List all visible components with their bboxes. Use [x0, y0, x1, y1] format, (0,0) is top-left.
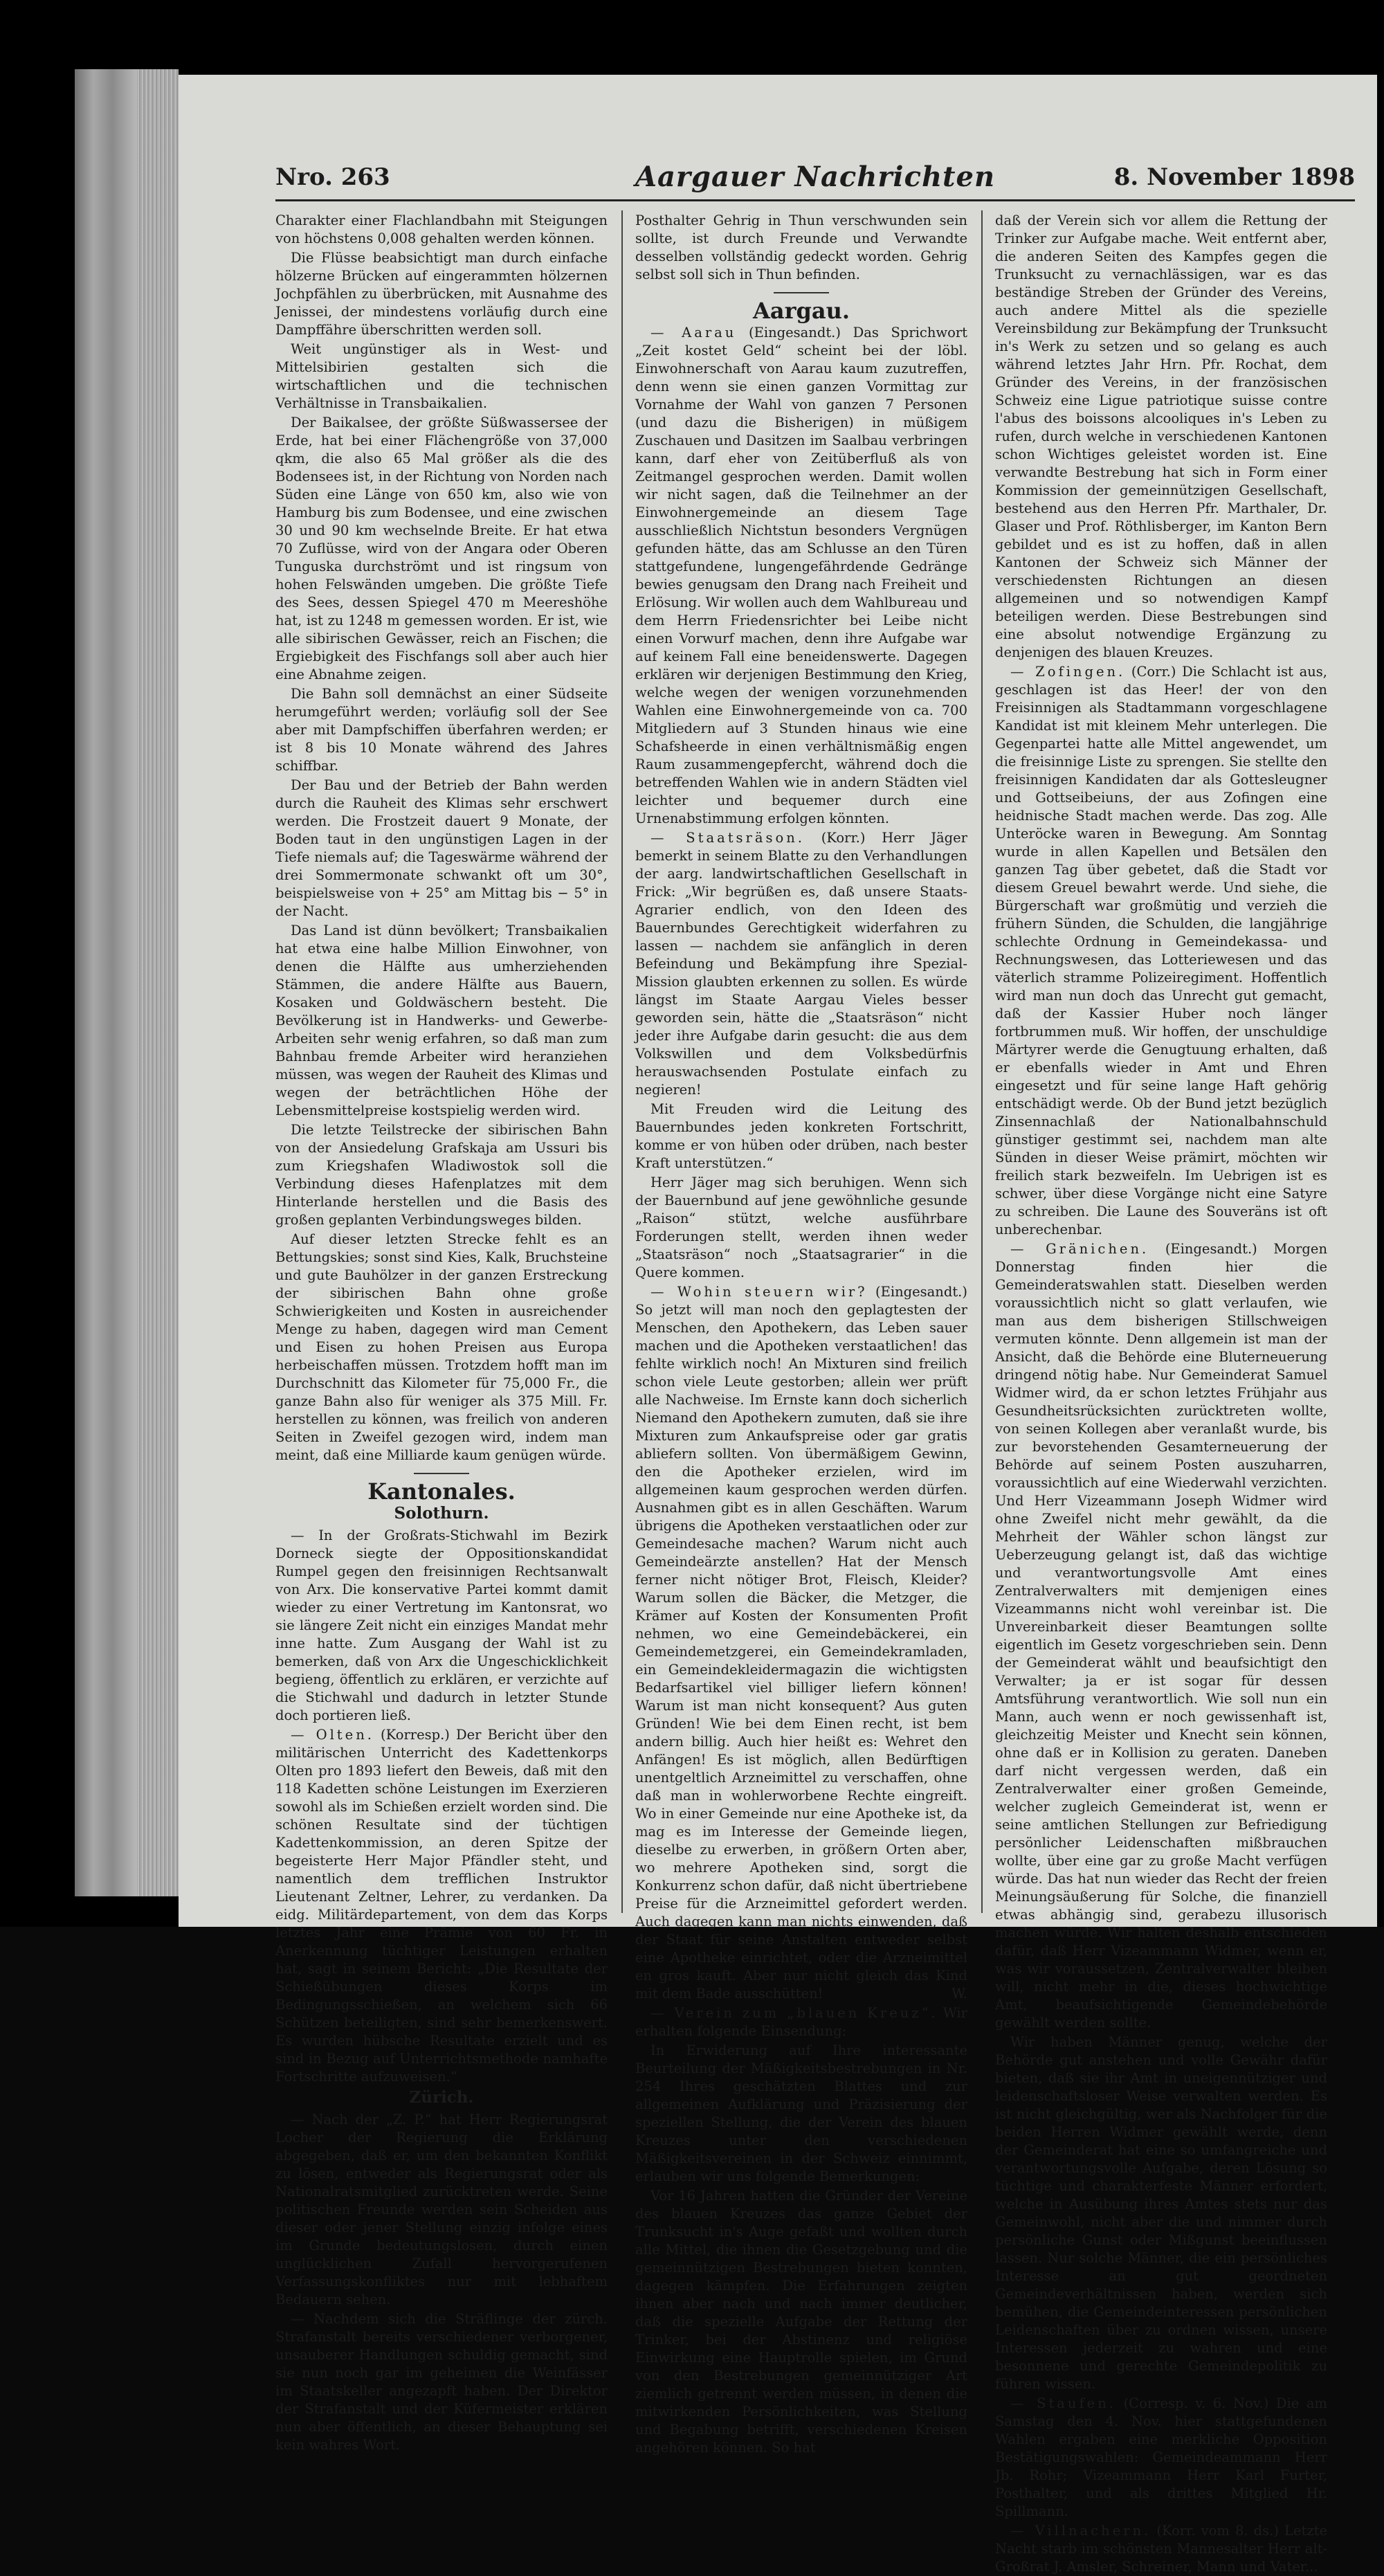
- paragraph: [995, 2522, 1327, 2576]
- dateline: — Zofingen.: [1010, 664, 1126, 680]
- paragraph: [275, 1726, 608, 2086]
- page-header: [275, 158, 1355, 201]
- paragraph-text: (Eingesandt.) So jetzt will man noch den geplagtesten der Menschen, den Apothekern, das Leben sauer machen und die Apotheken verstaatlichen! das fehlte wirklich noch! An Mixturen sind freilich schon viele Leute gestorben; allein wer prüft alle Nachweise. Im Ernste kann doch sicherlich Niemand den Apothekern zumuten, daß sie ihre Mixturen zum Ankaufspreise oder gar gratis abliefern sollten. Von übermäßigem Gewinn, den die Apotheker erzielen, wird im allgemeinen kaum gesprochen werden dürfen. Ausnahmen gibt es in allen Geschäften. Warum übrigens die Apotheken verstaatlichen oder zur Gemeindesache machen? Warum nicht auch Gemeindeärzte anstellen? Hat der Mensch ferner nicht nötiger Brot, Fleisch, Kleider? Warum sollen die Bäcker, die Metzger, die Krämer auf Kosten der Konsumenten Profit nehmen, wo eine Gemeindebäckerei, ein Gemeindemetzgerei, ein Gemeindekramladen, ein Gemeindekleidermagazin die wichtigsten Bedarfsartikel viel billiger liefern können! Warum ist man nicht konsequent? Aus guten Gründen! Wie bei dem Einen recht, ist bem andern billig. Auch hier heißt es: Wehret den Anfängen! Es ist möglich, allen Bedürftigen unentgeltlich Arzneimittel zu verschaffen, ohne daß man in wohlerworbene Rechte eingreift. Wo in einer Gemeinde nur eine Apotheke ist, da mag es im Interesse der Gemeinde liegen, dieselbe zu erwerben, in größern Orten aber, wo mehrere Apotheken sind, sorgt die Konkurrenz schon dafür, daß nicht übertriebene Preise für die Arzneimittel gefordert werden. Auch dagegen kann man nichts einwenden, daß der Staat für seine Anstalten entweder selbst eine Apotheke einrichtet, oder die Arzneimittel en gros kauft. Aber nur nicht gleich das Kind mit dem Bade ausschütten!: [635, 1284, 967, 2002]
- dateline: — Verein zum „blauen Kreuz“.: [650, 2005, 938, 2021]
- paragraph: [635, 2004, 967, 2040]
- column-divider: [981, 210, 983, 1913]
- paragraph-text: (Korresp.) Der Bericht über den militärischen Unterricht des Kadettenkorps Olten pro 1893 liefert den Beweis, daß mit den 118 Kadetten schöne Leistungen im Exerzieren sowohl als im Schießen erzielt worden sind. Die schönen Resultate sind der tüchtigen Kadettenkommission, an deren Spitze der begeisterte Herr Major Pfändler steht, und namentlich dem trefflichen Instruktor Lieutenant Zeltner, Lehrer, zu verdanken. Da eidg. Militärdepartement, von dem das Korps letztes Jahr eine Prämie von 60 Fr. in Anerkennung tüchtiger Leistungen erhalten hat, sagt in seinem Bericht: „Die Resultate der Schießübungen dieses Korps im Bedingungsschießen, an welchem sich 66 Schützen beteiligten, sind sehr bemerkenswert. Es wurden hübsche Resultate erzielt und es sind in Bezug auf Unterrichtsmethode namhafte Fortschritte aufzuweisen.“: [275, 1727, 608, 2085]
- subheading-solothurn: Solothurn.: [394, 1504, 489, 1523]
- masthead: Aargauer Nachrichten: [635, 161, 996, 193]
- dateline: — Staatsräson.: [650, 830, 805, 846]
- paragraph-text: (Corr.) Die Schlacht ist aus, geschlagen ist das Heer! der von den Freisinnigen als Stadtammann vorgeschlagene Kandidat ist mit kleinem Mehr unterlegen. Die Gegenpartei hatte alle Mittel angewendet, um die freisinnige Liste zu sprengen. Sie stellte den freisinnigen Kandidaten dar als Gottesleugner und Gottseibeiuns, der aus Zofingen eine heidnische Stadt machen werde. Das zog. Alle Unteröcke waren in Bewegung. Am Sonntag wurde in allen Kapellen und Betsälen den ganzen Tag über gebetet, daß die Stadt vor diesem Greuel bewahrt werde. Und siehe, die Bürgerschaft war großmütig und verzieh die frühern Sünden, die Schulden, die langjährige schlechte Ordnung in Gemeindekassa- und Rechnungswesen, das Lotteriewesen und das väterlich stramme Polizeiregiment. Hoffentlich wird man nun doch das Unrecht gut gemacht, daß der Kassier Huber noch länger fortbrummen muß. Wir hoffen, der unschuldige Märtyrer werde die Genugtuung erhalten, daß er ebenfalls wieder in Amt und Ehren eingesetzt und für seine lange Haft gehörig entschädigt werde. Ob der Bund jetzt bezüglich Zinsennachlaß der Nationalbahnschuld günstiger gestimmt sei, nachdem man alte Sünden in dieser Weise prämirt, möchten wir freilich stark bezweifeln. Im Uebrigen ist es schwer, über diese Vorgänge nicht eine Satyre zu schreiben. Die Laune des Souveräns ist oft unberechenbar.: [995, 664, 1327, 1237]
- paragraph: Mit Freuden wird die Leitung des Bauernbundes jeden konkreten Fortschritt, komme er von hüben oder drüben, nach bester Kraft unterstützen.“: [635, 1101, 967, 1171]
- issue-date: 8. November 1898: [1113, 163, 1355, 191]
- paragraph: Vor 16 Jahren hatten die Gründer der Vereine des blauen Kreuzes das ganze Gebiet der Trunksucht in's Auge gefaßt und wollten durch alle Mittel, die ihnen die Gesetzgebung und die gemeinnützigen Bestrebungen bieten konnten, dagegen kämpfen. Die Erfahrungen zeigten ihnen aber nach und nach immer deutlicher, daß die spezielle Aufgabe der Rettung der Trinker, bei der Abstinenz und religiöse Einwirkung eine Hauptrolle spielen, im Grund von den Bestrebungen gemeinnütziger Art ziemlich getrennt werden müssen, in denen die mitwirkenden Persönlichkeiten, was Stellung und Begabung betrifft, verschiedenen Kreisen angehören können. So hat: [635, 2188, 967, 2456]
- paragraph: Auf dieser letzten Strecke fehlt es an Bettungskies; sonst sind Kies, Kalk, Bruchsteine und gute Bauhölzer in der ganzen Erstreckung der sibirischen Bahn ohne große Schwierigkeiten und Kosten in ausreichender Menge zu haben, dagegen wird man Cement und Eisen zu hohen Preisen aus Europa herbeischaffen müssen. Trotzdem hofft man im Durchschnitt das Kilometer für 75,000 Fr., die ganze Bahn also für weniger als 375 Mill. Fr. herstellen zu können, was freilich von anderen Seiten in Zweifel gezogen wird, indem man meint, daß eine Milliarde kaum genügen würde.: [275, 1231, 608, 1463]
- dateline: — Staufen.: [1010, 2395, 1116, 2411]
- page-edges: [137, 69, 179, 1896]
- paragraph: [635, 829, 967, 1099]
- paragraph-text: (Eingesandt.) Morgen Donnerstag finden hier die Gemeinderatswahlen statt. Dieselben werden voraussichtlich nicht so glatt verlaufen, wie man aus dem bisherigen Stillschweigen vermuten könnte. Denn allgemein ist man der Ansicht, daß die Behörde eine Bluterneuerung dringend nötig habe. Nur Gemeinderat Samuel Widmer wird, da er schon letztes Frühjahr aus Gesundheitsrücksichten zurücktreten wollte, von seinen Kollegen aber veranlaßt wurde, bis zur bevorstehenden Gesamterneuerung der Behörde auf seinem Posten auszuharren, voraussichtlich auf eine Wiederwahl verzichten. Und Herr Vizeammann Joseph Widmer wird ohne Zweifel nicht mehr gewählt, da die Mehrheit der Wähler schon längst zur Ueberzeugung gelangt ist, daß das wichtige und verantwortungsvolle Amt eines Zentralverwalters mit demjenigen eines Vizeammanns nicht wohl vereinbar ist. Die Unvereinbarkeit dieser Beamtungen sollte eigentlich im Gesetz vorgeschrieben sein. Denn der Gemeinderat wählt und beaufsichtigt den Verwalter; ja er ist sogar für dessen Amtsführung verantwortlich. Wie soll nun ein Mann, auch wenn er noch gewissenhaft ist, gleichzeitig Meister und Knecht sein können, ohne daß er in Kollision zu geraten. Daneben darf nicht vergessen werden, daß ein Zentralverwalter einer großen Gemeinde, welcher zugleich Gemeinderat ist, wenn er seine amtlichen Stellungen zur Befriedigung persönlicher Leidenschaften mißbrauchen wollte, über eine gar zu große Macht verfügen würde. Das hat nun wieder das Recht der freien Meinungsäußerung für Solche, die finanziell etwas abhängig sind, gerabezu illusorisch machen würde. Wir halten deshalb entschieden dafür, daß Herr Vizeammann Widmer, wenn er, was wir voraussetzen, Zentralverwalter bleiben will, nicht mehr in die, dieses hochwichtige Amt, beaufsichtigende Gemeindebehörde gewählt werden sollte.: [995, 1241, 1327, 2031]
- paragraph: [635, 324, 967, 828]
- paragraph: — Nach der „Z. P.“ hat Herr Regierungsrat Locher der Regierung die Erklärung abgegeben, daß er, um den bekannten Konflikt zu lösen, entweder als Regierungsrat oder als Nationalratsmitglied zurücktreten werde. Seine politischen Freunde werden sein Scheiden aus dieser oder jener Stellung einzig infolge eines im Grunde bedeutungslosen, durch einen unglücklichen Zufall hervorgerufenen Verfassungskonfliktes nur mit lebhaftem Bedauern sehen.: [275, 2112, 608, 2307]
- paragraph: Weit ungünstiger als in West- und Mittelsibirien gestalten sich die wirtschaftlichen und die technischen Verhältnisse in Transbaikalien.: [275, 341, 608, 411]
- section-divider: [414, 1473, 469, 1474]
- signature: W.: [951, 1986, 967, 2002]
- middle-column: [635, 212, 967, 2456]
- paragraph: Der Bau und der Betrieb der Bahn werden durch die Rauheit des Klimas sehr erschwert werden. Die Frostzeit dauert 9 Monate, der Boden taut in den ungünstigen Lagen in der Tiefe niemals auf; die Tageswärme während der drei Sommermonate schwankt oft um 30°, beispielsweise von + 25° am Mittag bis − 5° in der Nacht.: [275, 777, 608, 919]
- section-heading-aargau: Aargau.: [753, 298, 850, 324]
- paragraph: Der Baikalsee, der größte Süßwassersee der Erde, hat bei einer Flächengröße von 37,000 qkm, die also 65 Mal größer als die des Bodensees ist, in der Richtung von Norden nach Süden eine Länge von 650 km, also wie von Hamburg bis zum Bodensee, und eine zwischen 30 und 90 km wechselnde Breite. Er hat etwa 70 Zuflüsse, wird von der Angara oder Oberen Tunguska durchströmt und ist ringsum von hohen Felswänden umgeben. Die größte Tiefe des Sees, dessen Spiegel 470 m Meereshöhe hat, ist zu 1248 m gemessen worden. Er ist, wie alle sibirischen Gewässer, reich an Fischen; die Ergiebigkeit des Fischfangs soll aber auch hier eine Abnahme zeigen.: [275, 415, 608, 682]
- book-spine: [75, 69, 137, 1896]
- paragraph-text: Wir erhalten folgende Einsendung:: [635, 2005, 967, 2039]
- paragraph-text: (Korr.) Herr Jäger bemerkt in seinem Blatte zu den Verhandlungen der aarg. landwirtschaftlichen Gesellschaft in Frick: „Wir begrüßen es, daß unsere Staats-Agrarier endlich, von den Ideen des Bauernbundes Gerechtigkeit widerfahren zu lassen — nachdem sie anfänglich in deren Befeindung und Bekämpfung ihre Spezial-Mission glaubten erkennen zu sollen. Es würde längst im Staate Aargau Vieles besser geworden sein, hätte die „Staatsräson“ nicht jeder ihre Aufgabe darin gesucht: die aus dem Volkswillen und dem Volksbedürfnis herauswachsenden Postulate einfach zu negieren!: [635, 830, 967, 1098]
- paragraph: Die letzte Teilstrecke der sibirischen Bahn von der Ansiedelung Grafskaja am Ussuri bis zum Kriegshafen Wladiwostok soll die Verbindung dieses Hafenplatzes mit dem Hinterlande herstellen und die Basis des großen geplanten Verbindungsweges bilden.: [275, 1122, 608, 1228]
- paragraph: Wir haben Männer genug, welche der Behörde gut anstehen und volle Gewähr dafür bieten, daß sie ihr Amt in uneigennütziger und leidenschaftsloser Weise verwalten werden. Es ist nicht gleichgültig, wer als Nachfolger für die beiden Herren Widmer gewählt werde, denn der Gemeinderat hat eine so umfangreiche und verantwortungsvolle Aufgabe, deren Lösung so tüchtige und charakterfeste Männer erfordert, welche in Ausübung ihres Amtes stets nur das Gemeinwohl, nicht aber die und nimmer durch persönliche Gunst oder Mißgunst beeinflussen lassen. Nur solche Männer, die ein persönliches Interesse an gut geordneten Gemeindeverhältnissen haben, werden sich bemühen, die Gemeindeinteressen persönlichen Leidenschaften über zu ordnen wissen, unsere Interessen jederzeit zu wahren und eine besonnene und gerechte Gemeindepolitik zu führen wissen.: [995, 2034, 1327, 2392]
- paragraph: Posthalter Gehrig in Thun verschwunden sein sollte, ist durch Freunde und Verwandte desselben vollständig gedeckt worden. Gehrig selbst soll sich in Thun befinden.: [635, 212, 967, 282]
- right-column: [995, 212, 1327, 2575]
- paragraph: [995, 1240, 1327, 2032]
- dateline: — Aarau: [650, 325, 737, 341]
- section-divider: [774, 292, 829, 293]
- paragraph: daß der Verein sich vor allem die Rettung der Trinker zur Aufgabe mache. Weit entfernt aber, die anderen Seiten des Kampfes gegen die Trunksucht zu vernachlässigen, war es das beständige Streben der Gründer des Vereins, auch andere Mittel als die spezielle Vereinsbildung zur Bekämpfung der Trunksucht in's Werk zu setzen und so gelang es auch während letztes Jahr Hrn. Pfr. Rochat, dem Gründer des Vereins, in der französischen Schweiz eine Ligue patriotique suisse contre l'abus des boissons alcooliques in's Leben zu rufen, durch welche in verschiedenen Kantonen schon Wichtiges geleistet worden ist. Eine verwandte Bestrebung hat sich in Form einer Kommission der gemeinnützigen Gesellschaft, bestehend aus den Herren Pfr. Marthaler, Dr. Glaser und Prof. Röthlisberger, im Kanton Bern gebildet und es ist zu hoffen, daß in allen Kantonen der Schweiz sich Männer der verschiedensten Richtungen an diesen allgemeinen und so notwendigen Kampf beteiligen werden. Diese Bestrebungen sind eine absolut notwendige Ergänzung zu denjenigen des blauen Kreuzes.: [995, 212, 1327, 660]
- paragraph: [995, 2395, 1327, 2521]
- dateline: — Olten.: [291, 1727, 374, 1743]
- dateline: — Wohin steuern wir?: [650, 1284, 868, 1300]
- paragraph: Charakter einer Flachlandbahn mit Steigungen von höchstens 0,008 gehalten werden können.: [275, 212, 608, 246]
- newspaper-page: [179, 75, 1377, 2575]
- paragraph: Das Land ist dünn bevölkert; Transbaikalien hat etwa eine halbe Million Einwohner, von denen die Hälfte aus umherziehenden Stämmen, die andere Hälfte aus Bauern, Kosaken und Goldwäschern besteht. Die Bevölkerung ist in Handwerks- und Gewerbe-Arbeiten sehr wenig erfahren, so daß man zum Bahnbau fremde Arbeiter wird heranziehen müssen, was wegen der Rauheit des Klimas und wegen der beträchtlichen Höhe der Lebensmittelpreise kostspielig werden wird.: [275, 923, 608, 1118]
- paragraph: [635, 1283, 967, 2003]
- paragraph: Die Bahn soll demnächst an einer Südseite herumgeführt werden; vorläufig soll der See aber mit Dampfschiffen überfahren werden; er ist 8 bis 10 Monate während des Jahres schiffbar.: [275, 686, 608, 774]
- dateline: — Villnachern.: [1010, 2523, 1151, 2539]
- paragraph: — Nachdem sich die Sträflinge der zürch. Strafanstalt bereits verschiedener verborgener, unsauberer Handlungen schuldig gemacht, sind sie nun noch gar im geheimen die Weinfässer im Staatskeller angezapft haben. Der Direktor der Strafanstalt und der Küfermeister erklären nun aber öffentlich, an dieser Behauptung sei kein wahres Wort.: [275, 2311, 608, 2453]
- paragraph-text: (Corresp. v. 6. Nov.) Die am Samstag den 4. Nov. hier stattgefundenen Wahlen ergaben eine merkliche Opposition Bestätigungswahlen: Gemeindeammann Herr Jb. Rohr; Vizeammann Herr Karl Furter, Posthalter, und als drittes Mitglied Hr. Spillmann.: [995, 2395, 1327, 2519]
- paragraph: [995, 663, 1327, 1239]
- dateline: — Gränichen.: [1010, 1241, 1149, 1257]
- paragraph: — In der Großrats-Stichwahl im Bezirk Dorneck siegte der Oppositionskandidat Rumpel gegen den freisinnigen Rechtsanwalt von Arx. Die konservative Partei kommt damit wieder zu einer Vertretung im Kantonsrat, wo sie längere Zeit nicht ein einziges Mandat mehr inne hatte. Zum Ausgang der Wahl ist zu bemerken, daß von Arx die Ungeschicklichkeit begieng, öffentlich zu erklären, er verzichte auf die Stichwahl und dadurch in letzter Stunde doch portieren ließ.: [275, 1527, 608, 1723]
- paragraph: In Erwiderung auf Ihre interessante Beurteilung der Mäßigkeitsbestrebungen in Nr. 254 Ihres geschätzten Blattes und zur allgemeinen Aufklärung und Präzisierung der speziellen Stellung, die der Verein des blauen Kreuzes unter den verschiedenen Mäßigkeitsvereinen in der Schweiz einnimmt, erlauben wir uns folgende Bemerkungen:: [635, 2042, 967, 2184]
- section-heading-kantonales: Kantonales.: [367, 1478, 516, 1505]
- paragraph: Die Flüsse beabsichtigt man durch einfache hölzerne Brücken auf eingerammten hölzernen Jochpfählen zu überbrücken, mit Ausnahme des Jenissei, der mindestens vorläufig durch eine Dampffähre überschritten werden soll.: [275, 250, 608, 338]
- paragraph: Herr Jäger mag sich beruhigen. Wenn sich der Bauernbund auf jene gewöhnliche gesunde „Raison“ stützt, welche ausführbare Forderungen stellt, werden ihnen weder „Staatsräson“ noch „Staatsagrarier“ in die Quere kommen.: [635, 1174, 967, 1280]
- paragraph-text: (Eingesandt.) Das Sprichwort „Zeit kostet Geld“ scheint bei der löbl. Einwohnerschaft von Aarau kaum zuzutreffen, denn wenn sie einen ganzen Vormittag zur Vornahme der Wahl von ganzen 7 Personen (und dazu die Bisherigen) in müßigem Zuschauen und Dasitzen im Saalbau verbringen kann, darf eher von Zeitüberfluß als von Zeitmangel gesprochen werden. Damit wollen wir nicht sagen, daß die Teilnehmer an der Einwohnergemeinde an diesem Tage ausschließlich Nichtstun besonders Vergnügen gefunden hätte, das am Schlusse an den Türen stattgefundene, lungengefährdende Gedränge bewies genugsam den Drang nach Freiheit und Erlösung. Wir wollen auch dem Wahlbureau und dem Herrn Friedensrichter bei Leibe nicht einen Vorwurf machen, denn ihre Aufgabe war auf keinem Fall eine beneidenswerte. Dagegen erklären wir derjenigen Bestimmung den Krieg, welche wegen der wenigen vorzunehmenden Wahlen eine Einwohnergemeinde von ca. 700 Mitgliedern auf 3 Stunden hinaus wie eine Schafsheerde in einen verhältnismäßig engen Raum zusammengepfercht, während doch die betreffenden Wahlen wie in andern Städten viel leichter und bequemer durch eine Urnenabstimmung erfolgen könnten.: [635, 325, 967, 826]
- left-column: [275, 212, 608, 2453]
- subheading-zuerich: Zürich.: [409, 2088, 474, 2107]
- paragraph-text: (Korr. vom 8. ds.) Letzte Nacht starb im schönsten Mannesalter Herr alt-Großrat J. Amsler, Schreiner, Mann und Vater...: [995, 2523, 1327, 2575]
- issue-number: Nro. 263: [275, 163, 390, 191]
- column-divider: [621, 210, 623, 1913]
